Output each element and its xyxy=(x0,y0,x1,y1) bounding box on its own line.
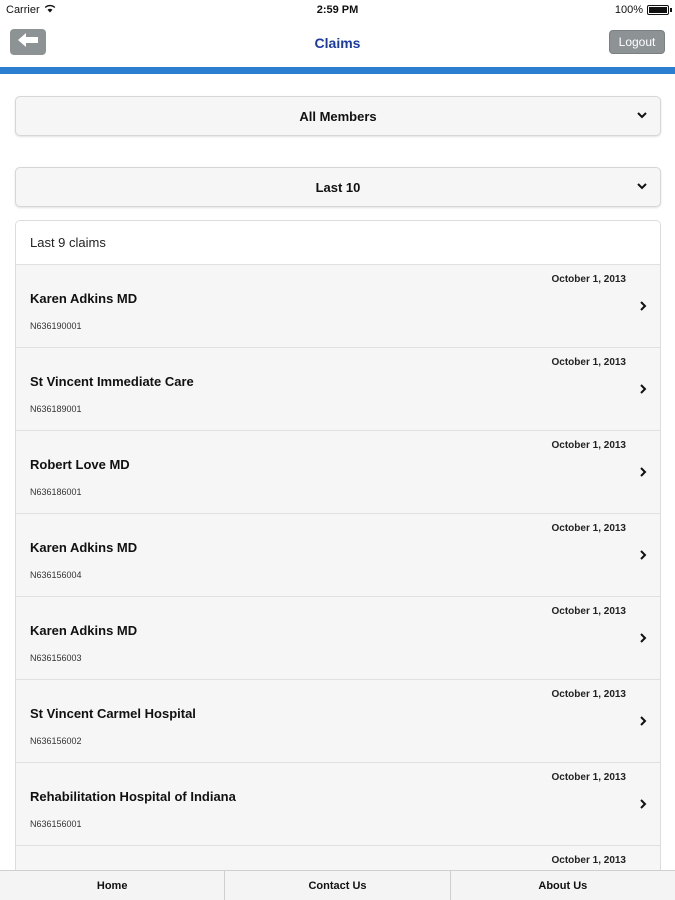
battery-info xyxy=(615,4,669,16)
footer-tab-home[interactable]: Home xyxy=(0,871,225,900)
claim-row[interactable] xyxy=(16,348,660,431)
members-select[interactable] xyxy=(15,96,661,136)
claim-provider: Karen Adkins MD xyxy=(30,623,138,638)
claim-date: October 1, 2013 xyxy=(551,357,626,368)
chevron-down-icon xyxy=(636,180,648,195)
claim-provider: Karen Adkins MD xyxy=(30,540,138,555)
claim-date: October 1, 2013 xyxy=(551,440,626,451)
claim-number: N636156003 xyxy=(30,653,82,663)
chevron-right-icon xyxy=(638,465,648,483)
claim-number: N636156001 xyxy=(30,819,82,829)
claim-date: October 1, 2013 xyxy=(551,606,626,617)
claim-provider: St Vincent Carmel Hospital xyxy=(30,706,196,721)
chevron-right-icon xyxy=(638,714,648,732)
status-bar xyxy=(0,0,675,20)
chevron-right-icon xyxy=(638,631,648,649)
carrier-label: Carrier xyxy=(6,4,40,16)
battery-label: 100% xyxy=(614,4,643,16)
claim-number: N636190001 xyxy=(30,321,82,331)
chevron-down-icon xyxy=(636,109,648,124)
claims-count-header: Last 9 claims xyxy=(16,221,660,265)
claim-row[interactable] xyxy=(16,763,660,846)
footer-tab-about[interactable]: About Us xyxy=(538,879,588,892)
battery-icon xyxy=(647,5,669,15)
chevron-right-icon xyxy=(638,382,648,400)
claim-provider: St Vincent Immediate Care xyxy=(30,374,194,389)
claim-number: N636186001 xyxy=(30,487,82,497)
nav-bar xyxy=(0,20,675,68)
page-title: Claims xyxy=(314,35,361,51)
clock: 2:59 PM xyxy=(316,4,359,16)
claim-number: N636189001 xyxy=(30,404,82,414)
claim-date: October 1, 2013 xyxy=(551,855,626,866)
claims-list xyxy=(15,220,661,880)
claim-row[interactable] xyxy=(16,597,660,680)
claim-number: N636156002 xyxy=(30,736,82,746)
claim-row[interactable] xyxy=(16,680,660,763)
chevron-right-icon xyxy=(638,797,648,815)
claim-date: October 1, 2013 xyxy=(551,772,626,783)
claim-date: October 1, 2013 xyxy=(551,689,626,700)
claim-row[interactable] xyxy=(16,431,660,514)
claim-row[interactable] xyxy=(16,265,660,348)
claim-provider: Robert Love MD xyxy=(30,457,130,472)
claim-date: October 1, 2013 xyxy=(551,274,626,285)
chevron-right-icon xyxy=(638,299,648,317)
claim-row[interactable] xyxy=(16,514,660,597)
accent-bar xyxy=(0,67,675,74)
claim-provider: Karen Adkins MD xyxy=(30,291,138,306)
footer-nav xyxy=(0,870,675,900)
range-select[interactable] xyxy=(15,167,661,207)
claim-provider: Rehabilitation Hospital of Indiana xyxy=(30,789,236,804)
claim-date: October 1, 2013 xyxy=(551,523,626,534)
logout-button[interactable]: Logout xyxy=(609,30,665,54)
range-select-value: Last 10 xyxy=(315,179,361,195)
chevron-right-icon xyxy=(638,548,648,566)
footer-tab-contact[interactable]: Contact Us xyxy=(225,871,450,900)
claim-number: N636156004 xyxy=(30,570,82,580)
members-select-value: All Members xyxy=(299,108,377,124)
